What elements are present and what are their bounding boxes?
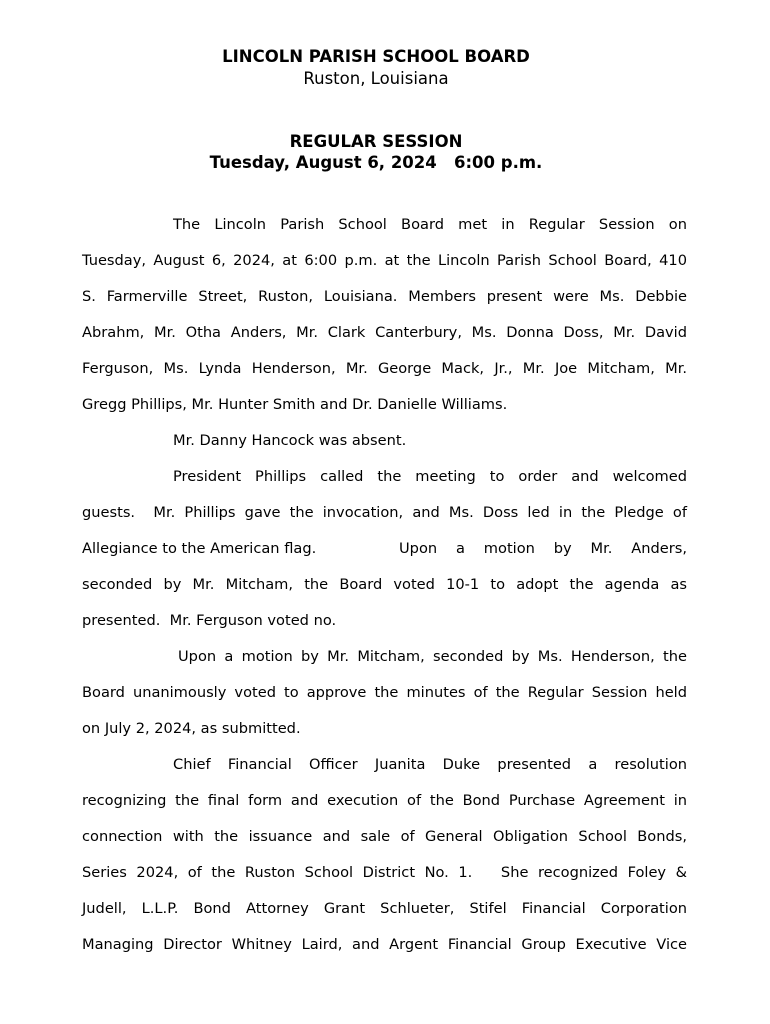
minutes-line: Mr. Danny Hancock was absent. — [173, 432, 407, 449]
minutes-line: S. Farmerville Street, Ruston, Louisiana. Members present were Ms. Debbie — [82, 288, 687, 305]
minutes-line: recognizing the final form and execution of the Bond Purchase Agreement in — [82, 792, 687, 809]
session-date-time: Tuesday, August 6, 2024 6:00 p.m. — [209, 153, 543, 172]
minutes-line: Board unanimously voted to approve the minutes of the Regular Session held — [82, 684, 687, 701]
minutes-line: Series 2024, of the Ruston School District No. 1. She recognized Foley & — [82, 864, 687, 881]
session-title: REGULAR SESSION — [289, 132, 463, 151]
minutes-line: connection with the issuance and sale of General Obligation School Bonds, — [82, 828, 687, 845]
minutes-line: Managing Director Whitney Laird, and Argent Financial Group Executive Vice — [82, 936, 687, 953]
minutes-line: Tuesday, August 6, 2024, at 6:00 p.m. at the Lincoln Parish School Board, 410 — [82, 252, 687, 269]
minutes-line: seconded by Mr. Mitcham, the Board voted 10-1 to adopt the agenda as — [82, 576, 687, 593]
org-location: Ruston, Louisiana — [303, 69, 449, 88]
minutes-line: on July 2, 2024, as submitted. — [82, 720, 301, 737]
minutes-line: Abrahm, Mr. Otha Anders, Mr. Clark Canterbury, Ms. Donna Doss, Mr. David — [82, 324, 687, 341]
minutes-line: presented. Mr. Ferguson voted no. — [82, 612, 337, 629]
minutes-line: Allegiance to the American flag. — [82, 540, 317, 557]
minutes-line: Ferguson, Ms. Lynda Henderson, Mr. George Mack, Jr., Mr. Joe Mitcham, Mr. — [82, 360, 687, 377]
minutes-line: Upon a motion by Mr. Mitcham, seconded by Ms. Henderson, the — [178, 648, 687, 665]
org-title: LINCOLN PARISH SCHOOL BOARD — [222, 47, 530, 66]
minutes-line: Chief Financial Officer Juanita Duke presented a resolution — [173, 756, 687, 773]
minutes-line: President Phillips called the meeting to order and welcomed — [173, 468, 687, 485]
minutes-line: The Lincoln Parish School Board met in Regular Session on — [173, 216, 687, 233]
minutes-line: Judell, L.L.P. Bond Attorney Grant Schlueter, Stifel Financial Corporation — [82, 900, 687, 917]
minutes-line: Gregg Phillips, Mr. Hunter Smith and Dr. Danielle Williams. — [82, 396, 508, 413]
minutes-line: guests. Mr. Phillips gave the invocation, and Ms. Doss led in the Pledge of — [82, 504, 687, 521]
minutes-line: Upon a motion by Mr. Anders, — [399, 540, 687, 557]
